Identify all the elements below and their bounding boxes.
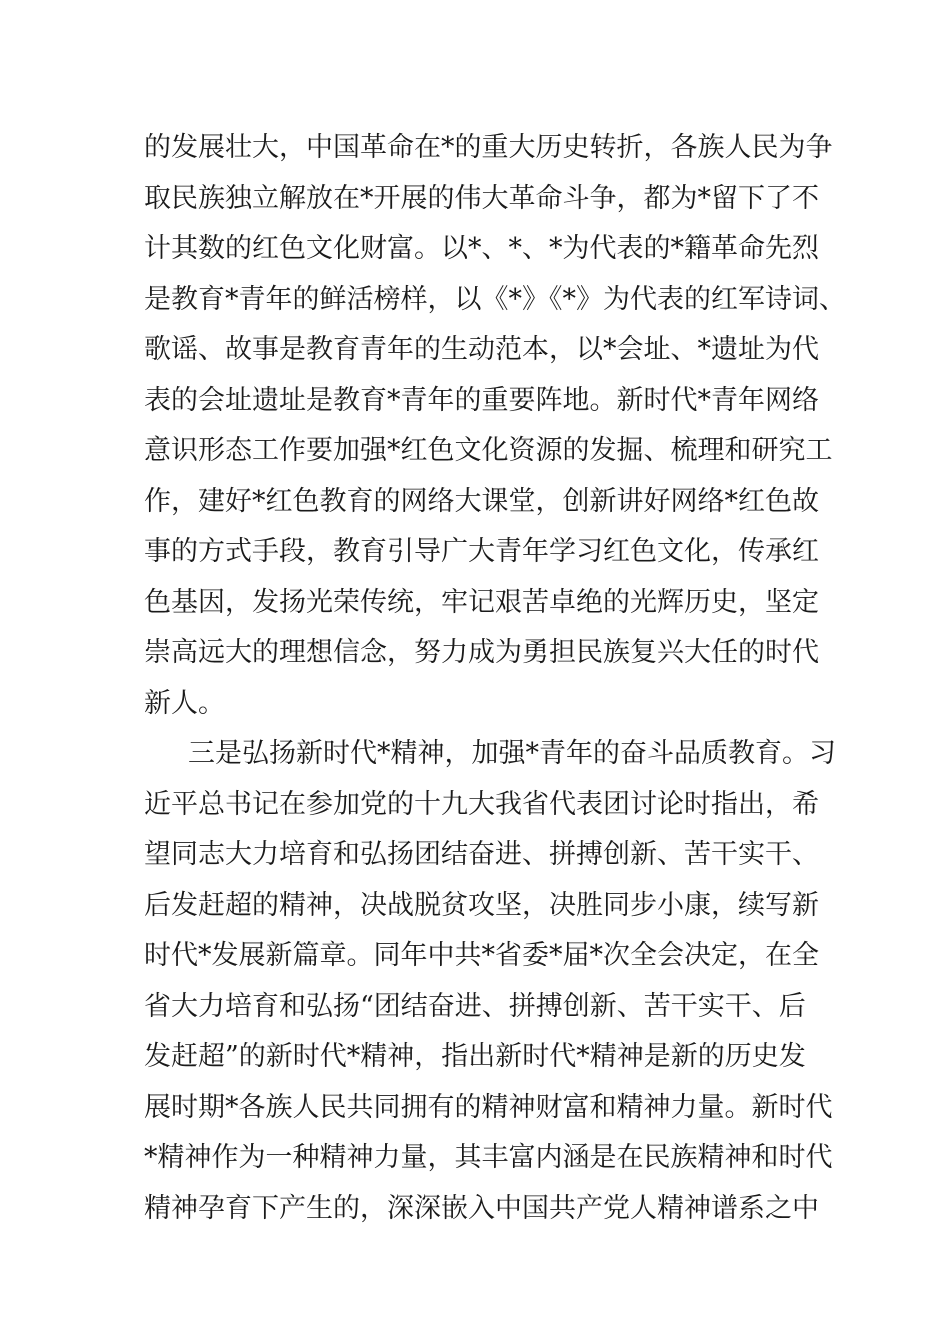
paragraph-first-line: 三是弘扬新时代*精神，加强*青年的奋斗品质教育。习 xyxy=(188,738,836,769)
text-line: 是教育*青年的鲜活榜样，以《*》《*》为代表的红军诗词、 xyxy=(144,284,846,315)
text-line: 取民族独立解放在*开展的伟大革命斗争，都为*留下了不 xyxy=(144,183,819,214)
text-line: 色基因，发扬光荣传统，牢记艰苦卓绝的光辉历史，坚定 xyxy=(144,587,819,618)
text-line: 近平总书记在参加党的十九大我省代表团讨论时指出，希 xyxy=(144,789,819,820)
text-line: 表的会址遗址是教育*青年的重要阵地。新时代*青年网络 xyxy=(144,385,819,416)
text-line: 精神孕育下产生的，深深嵌入中国共产党人精神谱系之中 xyxy=(144,1193,819,1224)
text-line: 时代*发展新篇章。同年中共*省委*届*次全会决定，在全 xyxy=(144,940,819,971)
text-line: 歌谣、故事是教育青年的生动范本，以*会址、*遗址为代 xyxy=(144,334,819,365)
text-line: 省大力培育和弘扬“团结奋进、拼搏创新、苦干实干、后 xyxy=(144,991,806,1022)
text-line: 展时期*各族人民共同拥有的精神财富和精神力量。新时代 xyxy=(144,1092,833,1123)
text-line: 计其数的红色文化财富。以*、*、*为代表的*籍革命先烈 xyxy=(144,233,819,264)
text-line: 的发展壮大，中国革命在*的重大历史转折，各族人民为争 xyxy=(144,132,833,163)
text-line: 作，建好*红色教育的网络大课堂，创新讲好网络*红色故 xyxy=(144,486,819,517)
text-line: 新人。 xyxy=(144,688,225,719)
text-line: 望同志大力培育和弘扬团结奋进、拼搏创新、苦干实干、 xyxy=(144,839,819,870)
text-line: 后发赶超的精神，决战脱贫攻坚，决胜同步小康，续写新 xyxy=(144,890,819,921)
text-line: *精神作为一种精神力量，其丰富内涵是在民族精神和时代 xyxy=(144,1142,833,1173)
text-line: 崇高远大的理想信念，努力成为勇担民族复兴大任的时代 xyxy=(144,637,819,668)
text-line: 意识形态工作要加强*红色文化资源的发掘、梳理和研究工 xyxy=(144,435,833,466)
text-line: 发赶超”的新时代*精神，指出新时代*精神是新的历史发 xyxy=(144,1041,806,1072)
text-line: 事的方式手段，教育引导广大青年学习红色文化，传承红 xyxy=(144,536,819,567)
